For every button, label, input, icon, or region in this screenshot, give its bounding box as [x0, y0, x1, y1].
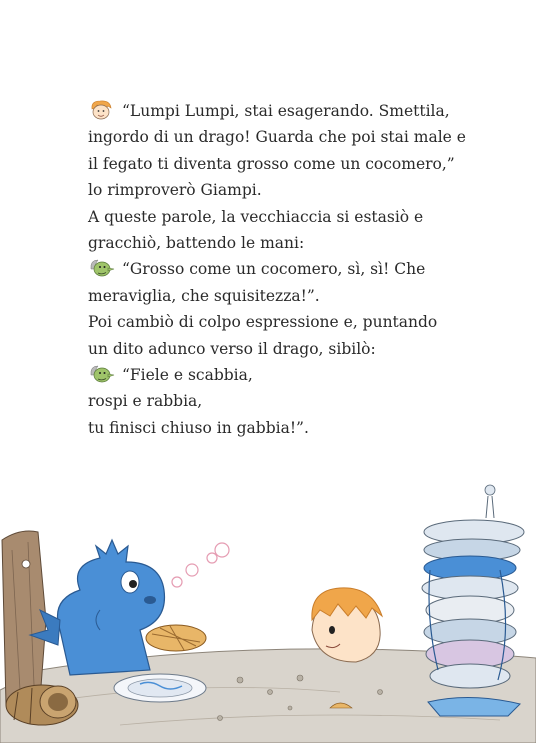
text-line: Poi cambiò di colpo espressione e, puntando — [88, 313, 438, 332]
text-line: A queste parole, la vecchiaccia si estasiò e — [88, 207, 424, 226]
text-line: “Lumpi Lumpi, stai esagerando. Smettila, — [88, 98, 508, 124]
dragon-and-boy-illustration — [0, 470, 536, 743]
text-line: rospi e rabbia, — [88, 392, 203, 411]
boy-face-icon — [88, 99, 116, 121]
text-line: “Grosso come un cocomero, sì, sì! Che — [88, 256, 508, 282]
witch-face-icon — [88, 363, 116, 385]
blue-dragon — [30, 540, 165, 675]
text-line: il fegato ti diventa grosso come un cocomero,” — [88, 154, 455, 173]
witch-face-icon — [88, 257, 116, 279]
plate — [114, 674, 206, 702]
text-line: ingordo di un drago! Guarda che poi stai male e — [88, 128, 466, 147]
text-line: un dito adunco verso il drago, sibilò: — [88, 339, 376, 358]
barrel — [6, 685, 78, 725]
chair — [2, 531, 46, 705]
story-text — [88, 98, 508, 441]
text-line: tu finisci chiuso in gabbia!”. — [88, 418, 309, 437]
text-line: “Fiele e scabbia, — [88, 362, 508, 388]
text-line: lo rimproverò Giampi. — [88, 181, 262, 200]
bubbles — [172, 543, 229, 587]
boy — [312, 588, 382, 662]
text-line: meraviglia, che squisitezza!”. — [88, 286, 320, 305]
pie — [146, 625, 206, 651]
text-line: gracchiò, battendo le mani: — [88, 234, 305, 253]
